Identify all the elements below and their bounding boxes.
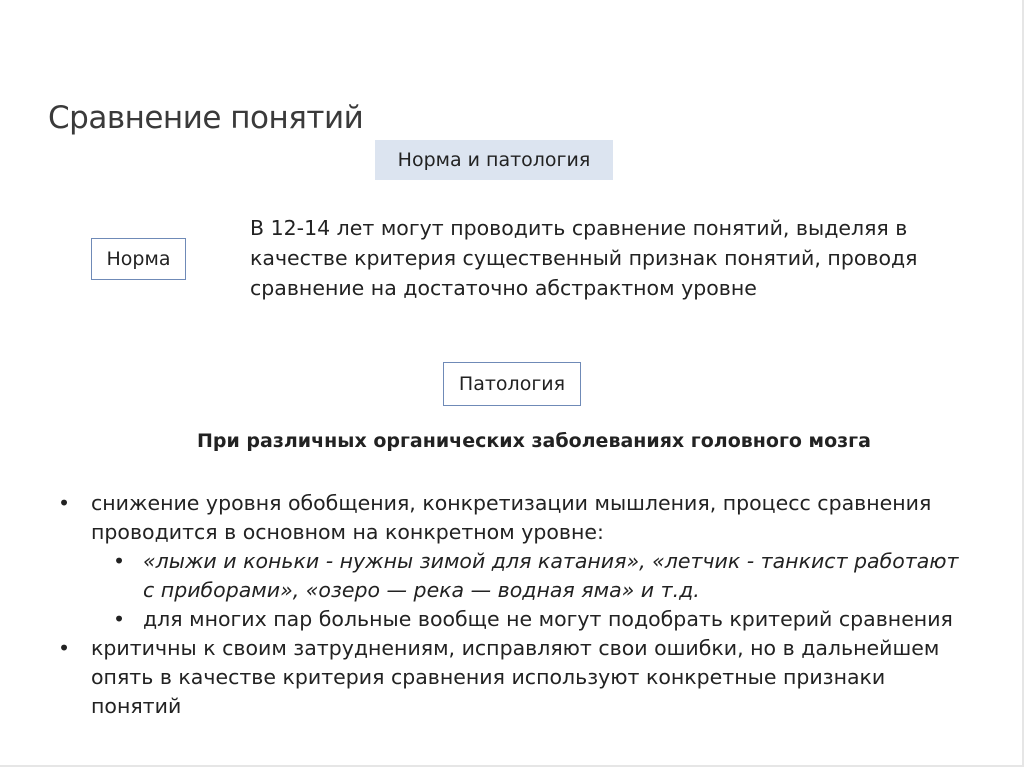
section-tag: Норма и патология <box>375 140 613 180</box>
pathology-heading: При различных органических заболеваниях головного мозга <box>197 430 871 452</box>
sub-bullet-item: • «лыжи и коньки - нужны зимой для катания», «летчик - танкист работают с приборами», «озеро — река — водная яма» и т.д. <box>55 547 975 605</box>
bullet-item: • снижение уровня обобщения, конкретизации мышления, процесс сравнения проводится в основном на конкретном уровне: <box>55 489 975 547</box>
norma-box: Норма <box>91 238 186 280</box>
sub-bullet-item: • для многих пар больные вообще не могут подобрать критерий сравнения <box>55 605 975 634</box>
bullet-item: • критичны к своим затруднениям, исправляют свои ошибки, но в дальнейшем опять в качестве критерия сравнения используют конкретные признаки понятий <box>55 634 975 721</box>
slide-title: Сравнение понятий <box>48 100 364 136</box>
norma-description: В 12-14 лет могут проводить сравнение понятий, выделяя в качестве критерия существенный признак понятий, проводя сравнение на достаточно абстрактном уровне <box>250 216 918 300</box>
pathology-box: Патология <box>443 362 581 406</box>
bullet-list <box>55 489 975 721</box>
